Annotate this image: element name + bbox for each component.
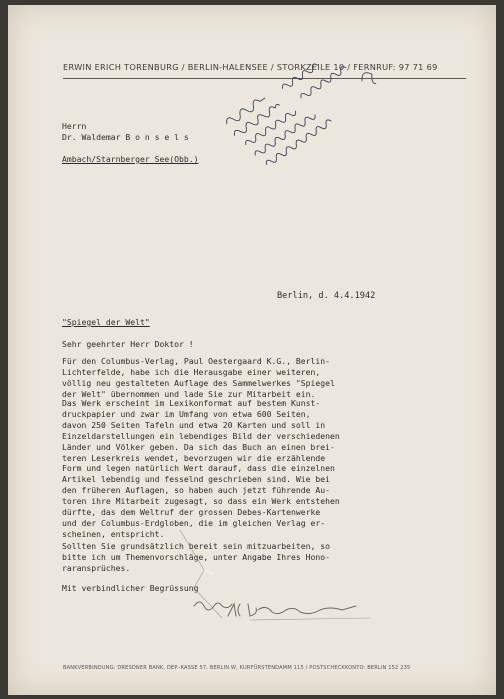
recipient-line-2: Dr. Waldemar B o n s e l s [62, 131, 189, 142]
recipient-address [62, 121, 198, 165]
handwritten-annotation [218, 20, 411, 189]
letter-salutation: Sehr geehrter Herr Doktor ! [62, 339, 194, 349]
letter-date: Berlin, d. 4.4.1942 [277, 291, 376, 301]
body-paragraph-2: Das Werk erscheint im Lexikonformat auf bestem Kunst- druckpapier und zwar im Umfang von etwa 600 Seiten, davon 250 Seiten Tafeln und etwa 20 Karten und soll in Einzeldarstellungen ein lebendiges Bild der verschiedenen Länder und Völker geben. Da sich das Buch an einen brei- teren Leserkreis wendet, bevorzugen wir die erzählende Form und legen natürlich Wert darauf, dass die einzelnen Artikel lebendig und fesselnd geschrieben sind. Wie bei den früheren Auflagen, so haben auch jetzt führende Au- toren ihre Mitarbeit zugesagt, so dass ein Werk entstehen dürfte, das dem Weltruf der grossen Debes-Kartenwerke und der Columbus-Erdgloben, die im gleichen Verlag er- scheinen, entspricht. [62, 398, 340, 539]
signature [188, 590, 388, 626]
letter-subject: "Spiegel der Welt" [62, 317, 150, 327]
letterhead-rule [63, 78, 466, 79]
letter-closing: Mit verbindlicher Begrüssung [62, 583, 199, 593]
letter-page [8, 5, 496, 695]
body-paragraph-3: Sollten Sie grundsätzlich bereit sein mitzuarbeiten, so bitte ich um Themenvorschläge, unter Angabe Ihres Hono- raransprüches. [62, 541, 331, 573]
body-paragraph-1: Für den Columbus-Verlag, Paul Oestergaard K.G., Berlin- Lichterfelde, habe ich die Herausgabe einer weiteren, völlig neu gestalteten Auflage des Sammelwerkes "Spiegel der Welt" übernommen und lade Sie zur Mitarbeit ein. [62, 356, 335, 399]
recipient-line-3: Ambach/Starnberger See(Obb.) [62, 153, 199, 164]
letterhead: ERWIN ERICH TORENBURG / BERLIN-HALENSEE / STORKZEILE 10 / FERNRUF: 97 71 69 [63, 62, 438, 72]
recipient-line-1: Herrn [62, 121, 87, 131]
letter-footer: BANKVERBINDUNG: DRESDNER BANK, DEP.-KASSE 57, BERLIN W, KURFÜRSTENDAMM 115 / POSTSCHECKKONTO: BERLIN 152 235 [63, 665, 411, 671]
handwriting-strokes [218, 20, 411, 189]
